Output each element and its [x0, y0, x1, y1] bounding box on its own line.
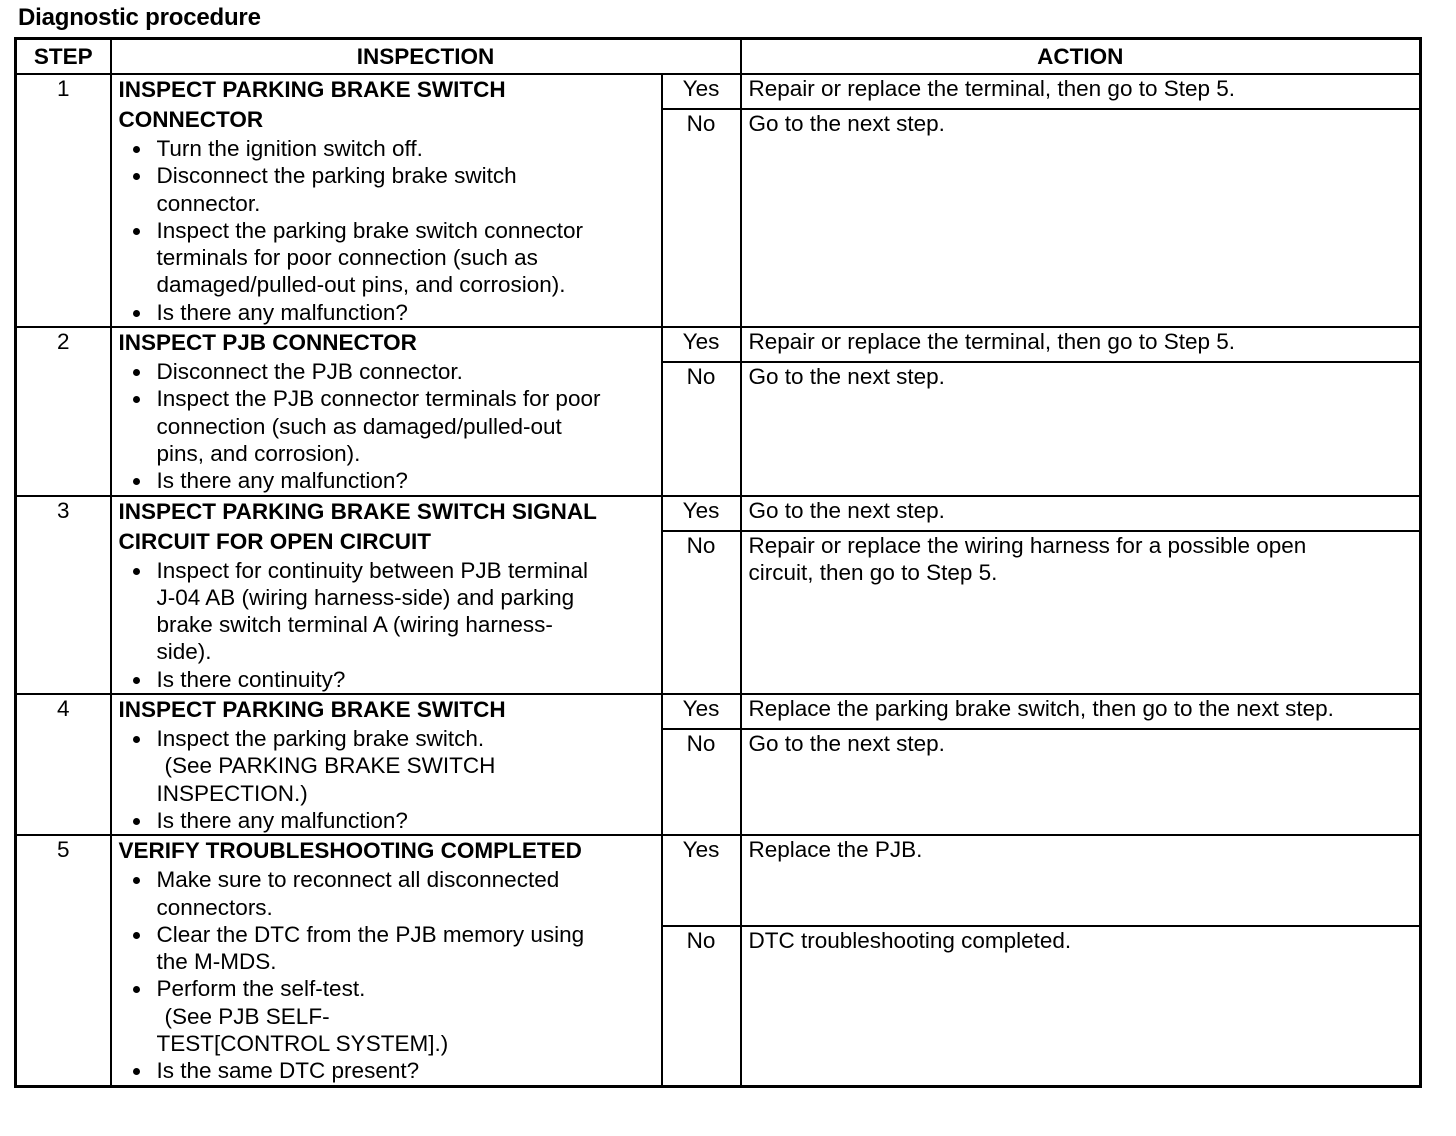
yes-action: [741, 694, 1421, 729]
yes-label: Yes: [662, 74, 741, 109]
inspection-item-line: Is there any malfunction?: [156, 468, 408, 494]
yes-action: [741, 496, 1421, 531]
no-label: No: [662, 729, 741, 835]
yes-action: [741, 835, 1421, 926]
inspection-title-line: INSPECT PJB CONNECTOR: [118, 330, 417, 356]
inspection-item: [119, 162, 654, 217]
inspection-cell: [111, 496, 662, 694]
inspection-item: [119, 557, 654, 666]
action-line: DTC troubleshooting completed.: [748, 928, 1072, 954]
no-action: [741, 362, 1421, 495]
action-line: Repair or replace the wiring harness for a possible open: [748, 532, 1307, 558]
inspection-item-line: side).: [156, 639, 212, 665]
inspection-item-line: damaged/pulled-out pins, and corrosion).: [156, 272, 566, 298]
inspection-item: [119, 975, 654, 1057]
inspection-item-line: Is there any malfunction?: [156, 807, 408, 833]
inspection-item-line: Perform the self-test.: [156, 976, 366, 1002]
action-line: Repair or replace the terminal, then go to Step 5.: [748, 76, 1236, 101]
action-line: Repair or replace the terminal, then go to Step 5.: [748, 329, 1236, 355]
step-row-yes: [16, 496, 1421, 531]
inspection-item: [119, 217, 654, 299]
inspection-item-line: Inspect the PJB connector terminals for poor: [156, 386, 601, 412]
inspection-item: [119, 385, 654, 467]
yes-action: [741, 74, 1421, 109]
inspection-title: [119, 497, 654, 557]
inspection-item-line: connectors.: [156, 894, 273, 920]
inspection-title-line: CIRCUIT FOR OPEN CIRCUIT: [118, 528, 431, 554]
inspection-list: [119, 866, 654, 1084]
inspection-cell: [111, 74, 662, 327]
inspection-cell: [111, 327, 662, 495]
inspection-title-line: INSPECT PARKING BRAKE SWITCH SIGNAL: [118, 498, 597, 524]
inspection-item-line: terminals for poor connection (such as: [156, 245, 538, 271]
no-action: [741, 729, 1421, 835]
action-line: circuit, then go to Step 5.: [748, 559, 998, 585]
yes-label: Yes: [662, 694, 741, 729]
inspection-item-line: Inspect for continuity between PJB terminal: [156, 557, 588, 583]
inspection-cell: [111, 835, 662, 1086]
inspection-item: [119, 807, 654, 834]
inspection-item-line: Turn the ignition switch off.: [156, 136, 423, 161]
inspection-reference-line: (See PARKING BRAKE SWITCH: [164, 753, 496, 779]
inspection-reference-line: (See PJB SELF-: [164, 1003, 330, 1029]
action-line: Go to the next step.: [748, 731, 945, 757]
inspection-title: [119, 75, 654, 135]
steps-body: [16, 74, 1421, 1086]
yes-label: Yes: [662, 327, 741, 362]
inspection-title-line: VERIFY TROUBLESHOOTING COMPLETED: [118, 838, 582, 864]
inspection-item: [119, 1057, 654, 1084]
inspection-item-line: connector.: [156, 190, 261, 216]
inspection-item-line: pins, and corrosion).: [156, 440, 361, 466]
step-number: 4: [16, 694, 111, 835]
yes-label: Yes: [662, 835, 741, 926]
no-action: [741, 531, 1421, 694]
inspection-item-line: Make sure to reconnect all disconnected: [156, 867, 560, 893]
inspection-list: [119, 557, 654, 693]
inspection-item: [119, 358, 654, 385]
inspection-reference-line: TEST[CONTROL SYSTEM].): [156, 1031, 449, 1057]
inspection-item: [119, 135, 654, 162]
inspection-item-line: Is the same DTC present?: [156, 1058, 420, 1084]
inspection-title-line: INSPECT PARKING BRAKE SWITCH: [118, 77, 506, 102]
no-label: No: [662, 531, 741, 694]
inspection-title-line: INSPECT PARKING BRAKE SWITCH: [118, 697, 506, 723]
inspection-item-line: Is there any malfunction?: [156, 299, 408, 325]
no-label: No: [662, 926, 741, 1086]
inspection-title: [119, 695, 654, 725]
no-action: [741, 926, 1421, 1086]
inspection-title: [119, 836, 654, 866]
step-number: 1: [16, 74, 111, 327]
action-line: Go to the next step.: [748, 111, 945, 136]
header-row: [16, 39, 1421, 75]
inspection-item: [119, 299, 654, 326]
inspection-item-line: the M-MDS.: [156, 949, 277, 975]
action-line: Replace the PJB.: [748, 837, 923, 863]
yes-label: Yes: [662, 496, 741, 531]
inspection-item-line: brake switch terminal A (wiring harness-: [156, 612, 553, 638]
inspection-list: [119, 358, 654, 494]
step-number: 2: [16, 327, 111, 495]
step-number: 5: [16, 835, 111, 1086]
inspection-list: [119, 725, 654, 834]
inspection-item-line: Clear the DTC from the PJB memory using: [156, 921, 585, 947]
step-row-yes: [16, 74, 1421, 109]
inspection-item-line: Inspect the parking brake switch connector: [156, 217, 583, 243]
inspection-item-line: Is there continuity?: [156, 666, 346, 692]
action-line: Go to the next step.: [748, 497, 945, 523]
inspection-title: [119, 328, 654, 358]
step-row-yes: [16, 694, 1421, 729]
inspection-title-line: CONNECTOR: [118, 107, 264, 132]
no-label: No: [662, 362, 741, 495]
step-header: STEP: [16, 39, 111, 75]
inspection-item-line: Disconnect the PJB connector.: [156, 359, 463, 385]
inspection-item: [119, 725, 654, 807]
inspection-item: [119, 866, 654, 921]
diagnostic-table: [14, 37, 1422, 1088]
inspection-item: [119, 666, 654, 693]
no-action: [741, 109, 1421, 327]
no-label: No: [662, 109, 741, 327]
action-line: Replace the parking brake switch, then go to the next step.: [748, 696, 1334, 722]
step-number: 3: [16, 496, 111, 694]
inspection-header: INSPECTION: [111, 39, 741, 75]
inspection-reference-line: INSPECTION.): [156, 780, 308, 806]
inspection-item-line: Disconnect the parking brake switch: [156, 163, 517, 189]
yes-action: [741, 327, 1421, 362]
step-row-yes: [16, 835, 1421, 926]
inspection-item: [119, 921, 654, 976]
step-row-yes: [16, 327, 1421, 362]
action-line: Go to the next step.: [748, 364, 945, 390]
inspection-item-line: connection (such as damaged/pulled-out: [156, 413, 562, 439]
inspection-item-line: J-04 AB (wiring harness-side) and parking: [156, 584, 575, 610]
inspection-list: [119, 135, 654, 326]
action-header: ACTION: [741, 39, 1421, 75]
inspection-item-line: Inspect the parking brake switch.: [156, 726, 485, 752]
inspection-cell: [111, 694, 662, 835]
page-title: Diagnostic procedure: [18, 4, 261, 31]
inspection-item: [119, 467, 654, 494]
